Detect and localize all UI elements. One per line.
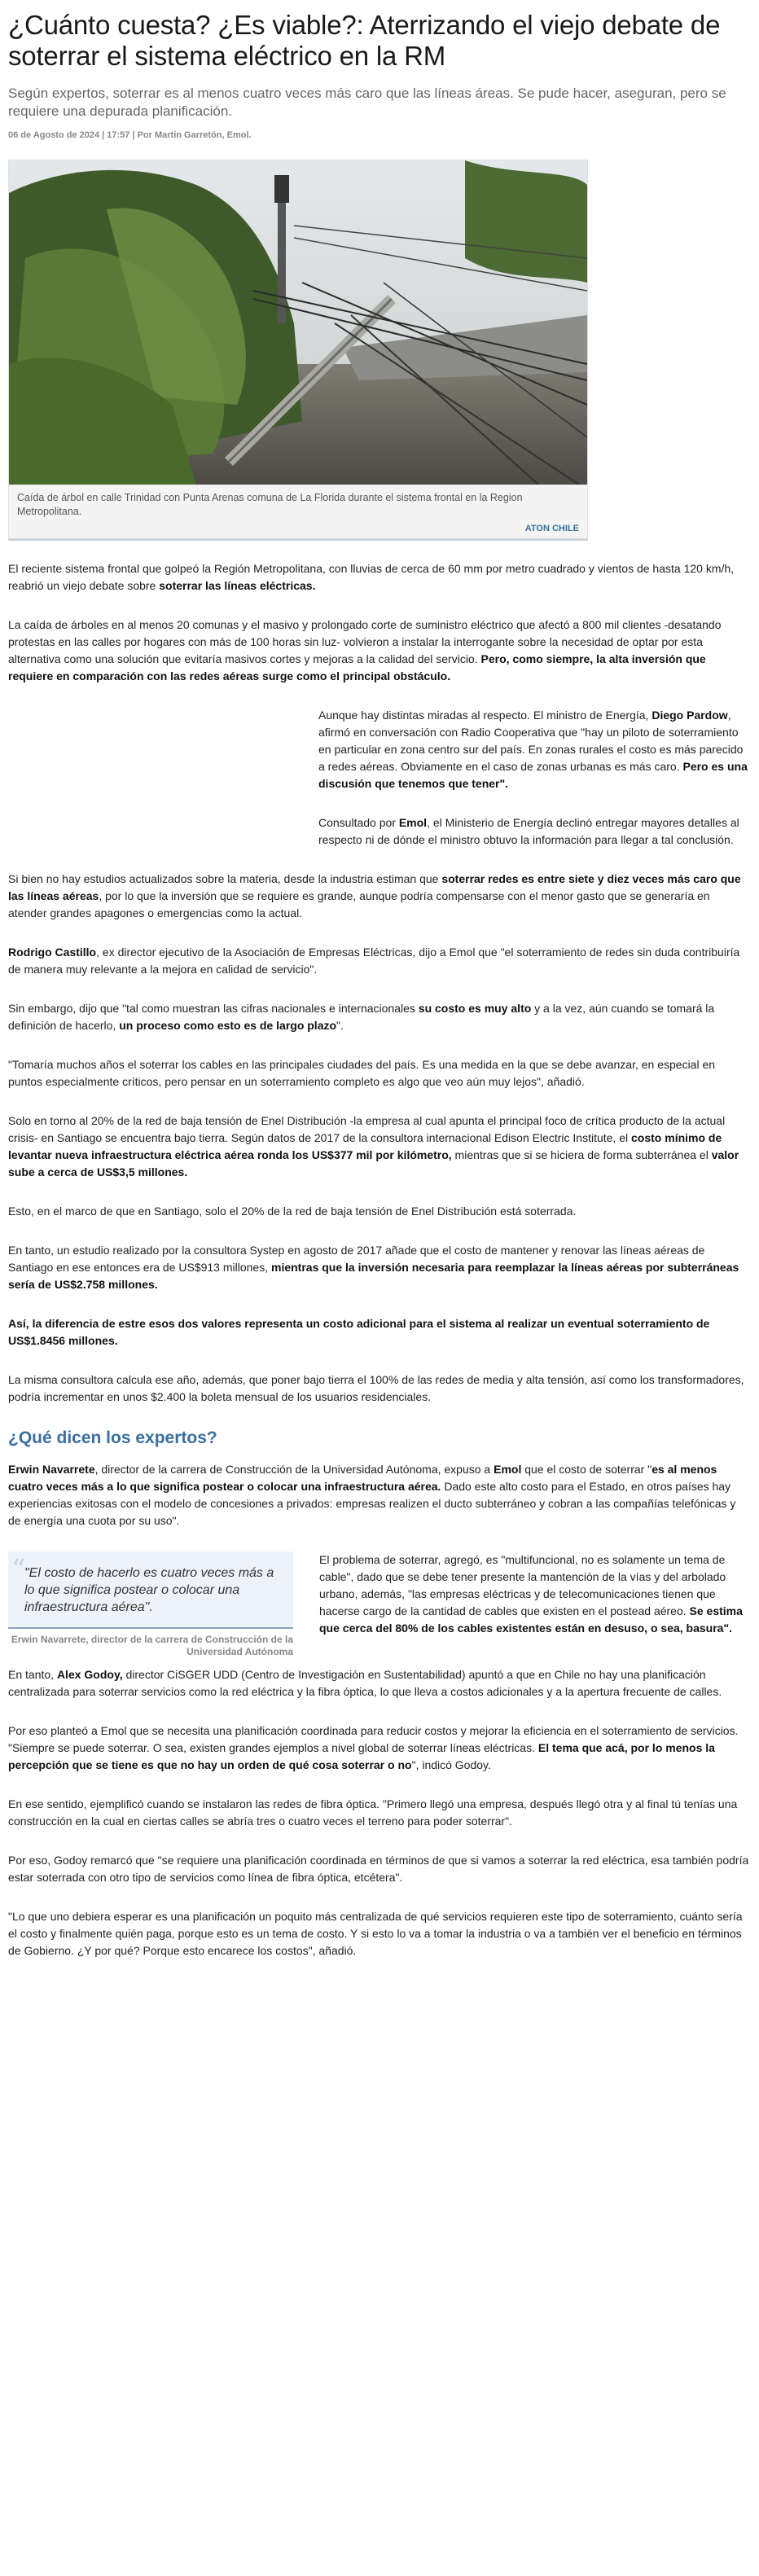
text-run: , director de la carrera de Construcción de la Universidad Autónoma, expuso a xyxy=(94,1463,494,1476)
article-photo-figure xyxy=(8,160,588,541)
body-paragraph xyxy=(8,871,751,922)
photo-caption: Caída de árbol en calle Trinidad con Punta Arenas comuna de La Florida durante el sistema frontal en la Region Metropolitana. xyxy=(17,492,523,517)
text-run: "Lo que uno debiera esperar es una planificación un poquito más centralizada de qué servicios requieren este tipo de soterramiento, cuánto sería el costo y finalmente quién paga, porque esto es un tema de costo. Y si esto lo va a tomar la industria o va a también ver el beneficio en términos de Gobierno. ¿Y por qué? Porque esto encarece los costos", añadió. xyxy=(8,1910,743,1957)
article-body xyxy=(8,560,751,1959)
text-run: Sin embargo, dijo que "tal como muestran las cifras nacionales e internacionales xyxy=(8,1002,419,1015)
body-paragraph xyxy=(8,1666,751,1701)
bold-text: mientras que la inversión necesaria para reemplazar la líneas aéreas por subterráneas sería de US$2.758 millones. xyxy=(8,1261,739,1291)
bold-text: soterrar las líneas eléctricas. xyxy=(159,579,316,592)
bold-text: Rodrigo Castillo xyxy=(8,946,97,959)
bold-text: Diego Pardow xyxy=(652,709,728,722)
text-run: director CiSGER UDD (Centro de Investigación en Sustentabilidad) apuntó a que en Chile no hay una planificación centralizada para soterrar servicios como la red eléctrica y la fibra óptica, lo que lleva a costos adicionales y a la apertura frecuente de calles. xyxy=(8,1668,722,1698)
text-run: La caída de árboles en al menos 20 comunas y el masivo y prolongado corte de suministro eléctrico que afectó a 800 mil clientes -desatando protestas en las calles por hogares con más de 100 horas sin luz- volvieron a instalar la interrogante sobre la necesidad de optar por esta alternativa como una solución que evitaría masivos cortes y mejoras a la calidad del servicio. xyxy=(8,618,722,665)
text-run: En ese sentido, ejemplificó cuando se instalaron las redes de fibra óptica. "Primero llegó una empresa, después llegó otra y al final tú tenías una construcción en la cual en ciertas calles se abría tres o cuatro veces el terreno para poder soterrar". xyxy=(8,1797,738,1828)
body-paragraph xyxy=(8,1112,751,1181)
article-title: ¿Cuánto cuesta? ¿Es viable?: Aterrizando el viejo debate de soterrar el sistema eléctrico en la RM xyxy=(8,10,721,71)
text-run: que el costo de soterrar " xyxy=(521,1463,652,1476)
text-run: Esto, en el marco de que en Santiago, solo el 20% de la red de baja tensión de Enel Distribución está soterrada. xyxy=(8,1205,577,1218)
pullquote xyxy=(8,1551,293,1658)
article-subtitle: Según expertos, soterrar es al menos cuatro veces más caro que las líneas áreas. Se pude hacer, aseguran, pero se requiere una depurada planificación. xyxy=(8,86,726,119)
bold-text: Así, la diferencia de estre esos dos valores representa un costo adicional para el sistema al realizar un eventual soterramiento de US$1.8456 millones. xyxy=(8,1317,710,1347)
body-paragraph xyxy=(8,1852,751,1886)
article-byline: 06 de Agosto de 2024 | 17:57 | Por Martín Garretón, Emol. xyxy=(8,130,252,140)
body-paragraph xyxy=(318,707,751,792)
text-run: , ex director ejecutivo de la Asociación de Empresas Eléctricas, dijo a Emol que "el soterramiento de redes sin duda contribuiría de manera muy relevante a la mejora en calidad de servicio". xyxy=(8,946,740,976)
article-photo[interactable] xyxy=(9,160,587,485)
body-paragraph xyxy=(8,1315,751,1349)
body-paragraph xyxy=(8,1000,751,1034)
text-run: Por eso, Godoy remarcó que "se requiere una planificación coordinada en términos de que si vamos a soterrar la red eléctrica, esa también podría estar soterrada con otro tipo de servicios como línea de fibra óptica, etcétera". xyxy=(8,1854,749,1884)
body-paragraph xyxy=(8,1242,751,1293)
text-run: En tanto, xyxy=(8,1668,57,1681)
text-run: ". xyxy=(336,1019,344,1032)
text-run: Dado este alto costo para el Estado, en otros países hay experiencias exitosas con el modelo de concesiones a privados: empresas realizen el ducto subterráneo y cobran a las compañías telefónicas y de energía una cuota por su uso". xyxy=(8,1480,736,1527)
text-run: Consultado por xyxy=(318,816,399,829)
text-run: mientras que si se hiciera de forma subterránea el xyxy=(451,1148,712,1161)
text-run: ", indicó Godoy. xyxy=(411,1758,491,1771)
body-paragraph xyxy=(8,1908,751,1959)
bold-text: Alex Godoy, xyxy=(56,1668,123,1681)
body-paragraph xyxy=(8,944,751,978)
body-paragraph xyxy=(8,1461,751,1529)
text-run: y a la vez, aún cuando se tomará la definición de hacerlo, xyxy=(8,1002,715,1032)
text-run: El reciente sistema frontal que golpeó la Región Metropolitana, con lluvias de cerca de 60 mm por metro cuadrado y vientos de hasta 120 km/h, reabrió un viejo debate sobre xyxy=(8,562,735,592)
bold-text: es al menos cuatro veces más a lo que significa postear o colocar una infraestructura aérea. xyxy=(8,1463,717,1493)
text-run: El problema de soterrar, agregó, es "multifuncional, no es solamente un tema de cable", dado que se debe tener presente la mantención de la vías y del arbolado urbano, además, "las empresas eléctricas y de telecomunicaciones tienen que hacerse cargo de la cantidad de cables que existen en el postead aéreo. xyxy=(319,1553,726,1617)
bold-text: soterrar redes es entre siete y diez veces más caro que las líneas aéreas xyxy=(8,872,741,902)
bold-text: valor sube a cerca de US$3,5 millones. xyxy=(8,1148,739,1178)
bold-text: Emol xyxy=(494,1463,522,1476)
body-paragraph xyxy=(8,560,751,595)
bold-text: El tema que acá, por lo menos la percepción que se tiene es que no hay un orden de qué cosa soterrar o no xyxy=(8,1741,715,1771)
photo-credit: ATON CHILE xyxy=(524,524,579,533)
bold-text: Emol xyxy=(398,816,428,829)
text-run: La misma consultora calcula ese año, además, que poner bajo tierra el 100% de las redes de media y alta tensión, así como los transformadores, podría incrementar en unos $2.400 la boleta mensual de los usuarios residenciales. xyxy=(8,1373,744,1403)
bold-text: un proceso como esto es de largo plazo xyxy=(119,1019,337,1032)
section-heading: ¿Qué dicen los expertos? xyxy=(8,1428,217,1447)
body-paragraph xyxy=(8,1203,751,1220)
bold-text: costo mínimo de levantar nueva infraestructura eléctrica aérea ronda los US$377 mil por kilómetro, xyxy=(8,1131,722,1161)
text-run: , el Ministerio de Energía declinó entregar mayores detalles al respecto ni de dónde el ministro obtuvo la información para llegar a tal conclusión. xyxy=(318,816,739,846)
text-run: Solo en torno al 20% de la red de baja tensión de Enel Distribución -la empresa al cual apunta el principal foco de crítica producto de la actual crisis- en Santiago se encuentra bajo tierra. Según datos de 2017 de la consultora internacional Edison Electric Institute, el xyxy=(8,1114,726,1144)
bold-text: Erwin Navarrete xyxy=(8,1463,95,1476)
body-paragraph xyxy=(8,1796,751,1830)
text-run: Si bien no hay estudios actualizados sobre la materia, desde la industria estiman que xyxy=(8,872,442,885)
body-paragraph xyxy=(8,814,751,849)
body-paragraph xyxy=(8,617,751,685)
pullquote-box xyxy=(8,1551,293,1629)
text-run: Aunque hay distintas miradas al respecto. El ministro de Energía, xyxy=(318,709,652,722)
bold-text: Pero, como siempre, la alta inversión que requiere en comparación con las redes aéreas surge como el principal obstáculo. xyxy=(8,652,706,682)
text-run: En tanto, un estudio realizado por la consultora Systep en agosto de 2017 añade que el costo de mantener y renovar las líneas aéreas de Santiago en ese entonces era de US$913 millones, xyxy=(8,1244,705,1274)
body-paragraph xyxy=(8,1722,751,1774)
pullquote-text: "El costo de hacerlo es cuatro veces más a lo que significa postear o colocar una infraestructura aérea". xyxy=(24,1566,274,1614)
bold-text: Se estima que cerca del 80% de los cables existentes están en desuso, o sea, basura". xyxy=(319,1604,743,1635)
pullquote-author: Erwin Navarrete, director de la carrera de Construcción de la Universidad Autónoma xyxy=(11,1634,293,1657)
text-run: Por eso planteó a Emol que se necesita una planificación coordinada para reducir costos y mejorar la eficiencia en el soterramiento de servicios. "Siempre se puede soterrar. O sea, existen grandes ejemplos a nivel global de soterrar líneas eléctricas. xyxy=(8,1724,739,1754)
body-paragraph xyxy=(8,1371,751,1406)
quote-mark-icon: “ xyxy=(11,1553,26,1586)
bold-text: Pero es una discusión que tenemos que tener". xyxy=(318,760,748,790)
bold-text: su costo es muy alto xyxy=(418,1002,532,1015)
text-run: "Tomaría muchos años el soterrar los cables en las principales ciudades del país. Es una medida en la que se debe avanzar, en especial en puntos especialmente críticos, pero pensar en un soterramiento completo es algo que veo aún muy lejos", añadió. xyxy=(8,1058,716,1088)
body-paragraph xyxy=(8,1056,751,1091)
text-run: , por lo que la inversión que se requiere es grande, aunque podría compensarse con el menor gasto que se generaría en atender grandes apagones o emergencias como la actual. xyxy=(8,889,710,919)
text-run: , afirmó en conversación con Radio Cooperativa que "hay un piloto de soterramiento en particular en zona centro sur del país. En zonas rurales el costo es más parecido a redes aéreas. Obviamente en el caso de zonas urbanas es más caro. xyxy=(318,709,744,773)
